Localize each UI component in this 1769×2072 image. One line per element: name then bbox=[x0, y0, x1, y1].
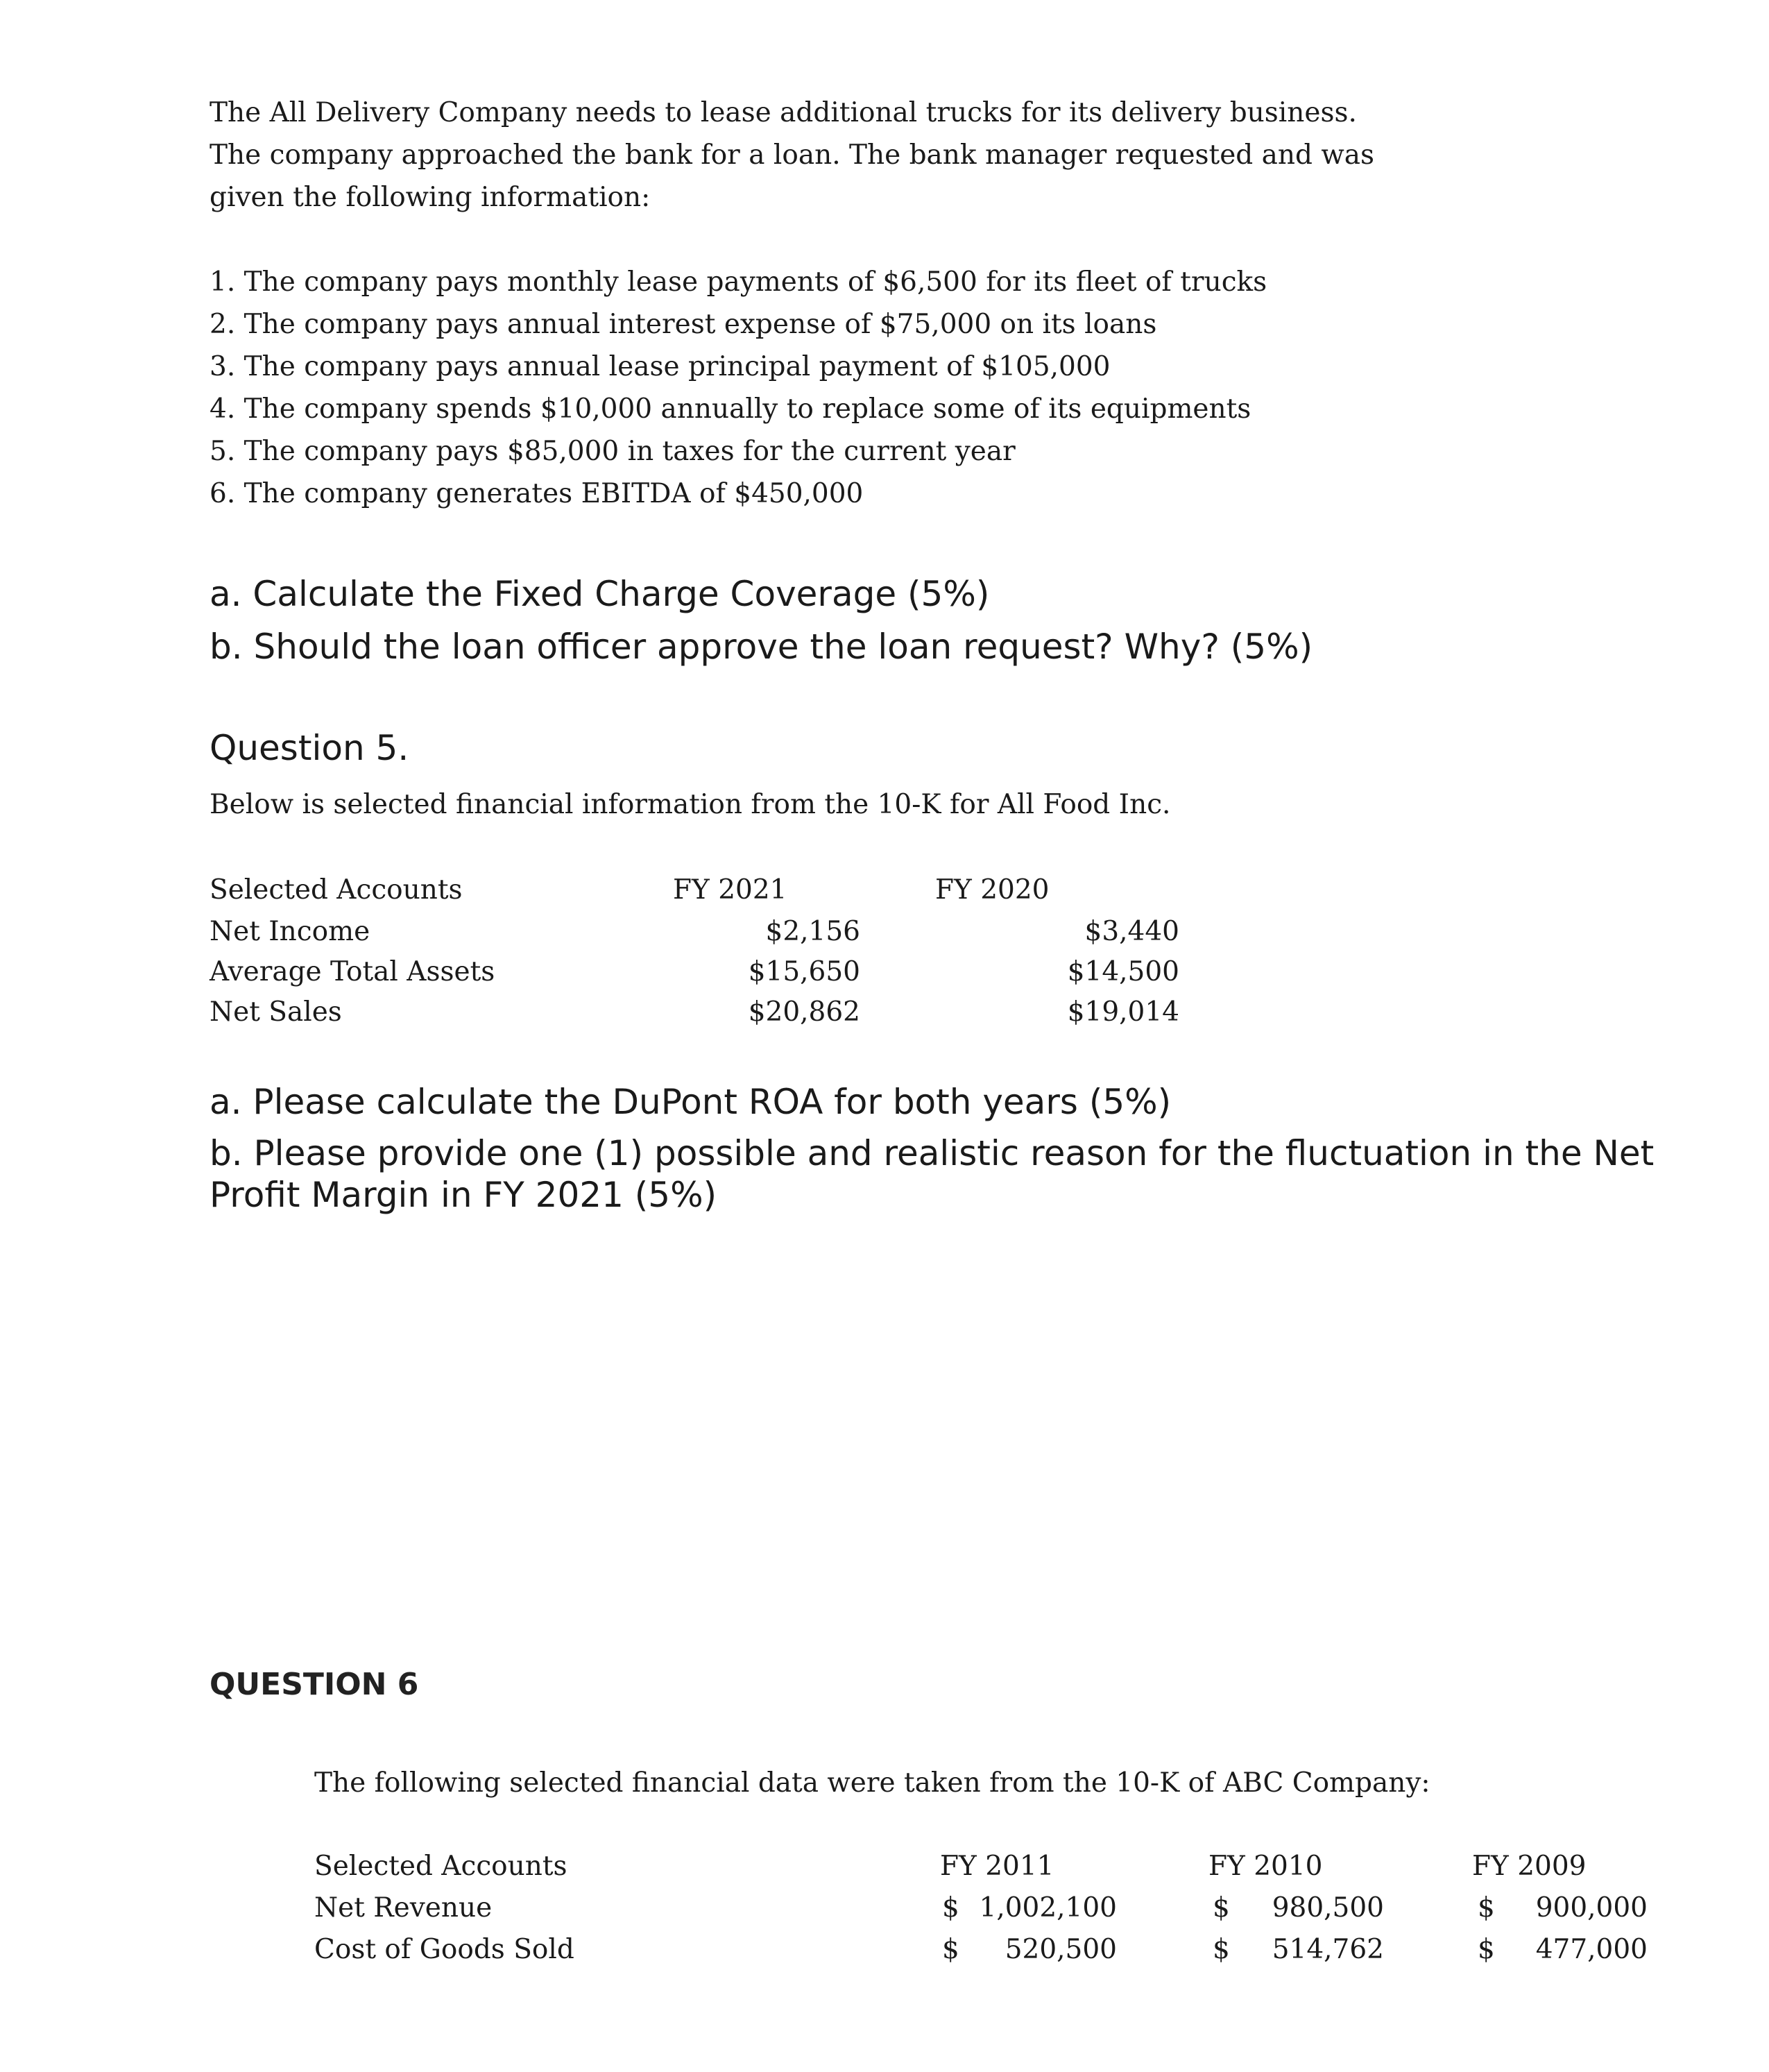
table-cell: 520,500 bbox=[1005, 1934, 1117, 1965]
intro-paragraph bbox=[210, 92, 1597, 219]
question-6-title: QUESTION 6 bbox=[210, 1667, 419, 1702]
fact-item: 4. The company spends $10,000 annually to replace some of its equipments bbox=[210, 393, 1251, 425]
currency-symbol: $ bbox=[1478, 1934, 1495, 1965]
table-row-label: Net Income bbox=[210, 916, 370, 947]
table-cell: 900,000 bbox=[1535, 1892, 1648, 1924]
currency-symbol: $ bbox=[1478, 1892, 1495, 1924]
table-cell: 477,000 bbox=[1535, 1934, 1648, 1965]
table-cell: $2,156 bbox=[765, 916, 860, 947]
question-4a: a. Calculate the Fixed Charge Coverage (5%) bbox=[210, 574, 990, 614]
currency-symbol: $ bbox=[942, 1934, 959, 1965]
intro-line: The All Delivery Company needs to lease additional trucks for its delivery business. bbox=[210, 97, 1357, 128]
table-cell: $19,014 bbox=[1067, 996, 1179, 1028]
table-cell: $3,440 bbox=[1084, 916, 1179, 947]
table-row-label: Average Total Assets bbox=[210, 956, 495, 987]
fact-item: 3. The company pays annual lease principal payment of $105,000 bbox=[210, 351, 1111, 382]
fact-item: 6. The company generates EBITDA of $450,000 bbox=[210, 478, 864, 509]
table-header-fy2021: FY 2021 bbox=[673, 874, 787, 906]
question-5-prompts bbox=[210, 1081, 1655, 1216]
facts-list bbox=[210, 261, 1267, 515]
question-6-intro: The following selected financial data were taken from the 10-K of ABC Company: bbox=[314, 1767, 1430, 1799]
currency-symbol: $ bbox=[1213, 1934, 1230, 1965]
table-header-fy2011: FY 2011 bbox=[940, 1851, 1054, 1882]
table-cell: 1,002,100 bbox=[979, 1892, 1117, 1924]
fact-item: 5. The company pays $85,000 in taxes for the current year bbox=[210, 436, 1016, 467]
table-cell: $15,650 bbox=[748, 956, 860, 987]
table-cell: $20,862 bbox=[748, 996, 860, 1028]
fact-item: 1. The company pays monthly lease payments of $6,500 for its fleet of trucks bbox=[210, 266, 1267, 298]
table-header-accounts: Selected Accounts bbox=[314, 1851, 567, 1882]
currency-symbol: $ bbox=[942, 1892, 959, 1924]
question-5b-line2: Profit Margin in FY 2021 (5%) bbox=[210, 1175, 717, 1215]
question-5b-line1: b. Please provide one (1) possible and realistic reason for the fluctuation in the Net bbox=[210, 1133, 1655, 1173]
table-header-fy2020: FY 2020 bbox=[935, 874, 1050, 906]
table-row-label: Net Sales bbox=[210, 996, 342, 1028]
table-cell: $14,500 bbox=[1067, 956, 1179, 987]
fact-item: 2. The company pays annual interest expense of $75,000 on its loans bbox=[210, 309, 1157, 340]
intro-line: The company approached the bank for a loan. The bank manager requested and was bbox=[210, 139, 1375, 171]
question-5-intro: Below is selected financial information from the 10-K for All Food Inc. bbox=[210, 789, 1171, 820]
question-4b: b. Should the loan officer approve the loan request? Why? (5%) bbox=[210, 627, 1313, 667]
intro-line: given the following information: bbox=[210, 182, 651, 213]
table-header-accounts: Selected Accounts bbox=[210, 874, 463, 906]
table-row-label: Cost of Goods Sold bbox=[314, 1934, 574, 1965]
table-cell: 514,762 bbox=[1272, 1934, 1384, 1965]
currency-symbol: $ bbox=[1213, 1892, 1230, 1924]
question-5-title: Question 5. bbox=[210, 728, 409, 768]
question-4-prompts bbox=[210, 568, 1313, 673]
table-header-fy2009: FY 2009 bbox=[1472, 1851, 1587, 1882]
table-row-label: Net Revenue bbox=[314, 1892, 493, 1924]
table-cell: 980,500 bbox=[1272, 1892, 1384, 1924]
question-5a: a. Please calculate the DuPont ROA for both years (5%) bbox=[210, 1082, 1172, 1122]
table-header-fy2010: FY 2010 bbox=[1208, 1851, 1323, 1882]
